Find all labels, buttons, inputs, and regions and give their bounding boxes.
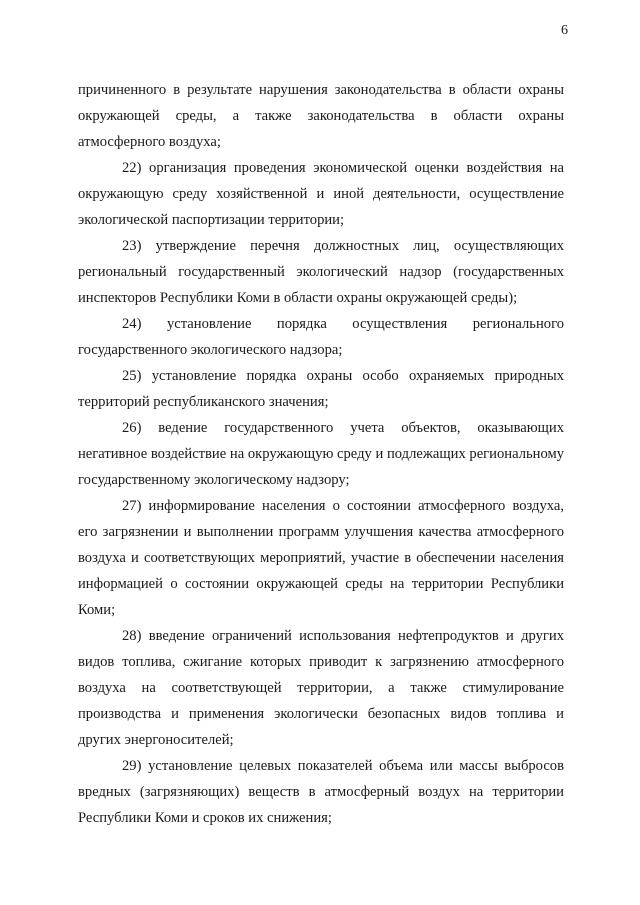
paragraph-continuation: причиненного в результате нарушения законодательства в области охраны окружающей среды, а также законодательства в области охраны атмосферного воздуха; xyxy=(78,82,564,150)
paragraph-item-22: 22) организация проведения экономической оценки воздействия на окружающую среду хозяйственной и иной деятельности, осуществление экологической паспортизации территории; xyxy=(78,160,564,228)
paragraph-item-23: 23) утверждение перечня должностных лиц, осуществляющих региональный государственный экологический надзор (государственных инспекторов Республики Коми в области охраны окружающей среды); xyxy=(78,238,564,306)
paragraph-item-25: 25) установление порядка охраны особо охраняемых природных территорий республиканского значения; xyxy=(78,368,564,410)
paragraph-item-27: 27) информирование населения о состоянии атмосферного воздуха, его загрязнении и выполнении программ улучшения качества атмосферного воздуха и соответствующих мероприятий, участие в обеспечении населения информацией о состоянии окружающей среды на территории Республики Коми; xyxy=(78,498,564,618)
paragraph-item-29: 29) установление целевых показателей объема или массы выбросов вредных (загрязняющих) веществ в атмосферный воздух на территории Республики Коми и сроков их снижения; xyxy=(78,758,564,826)
page-number: 6 xyxy=(561,23,568,38)
paragraph-item-24: 24) установление порядка осуществления регионального государственного экологического надзора; xyxy=(78,316,564,358)
paragraph-item-28: 28) введение ограничений использования нефтепродуктов и других видов топлива, сжигание которых приводит к загрязнению атмосферного воздуха на соответствующей территории, а также стимулирование производства и применения экологически безопасных видов топлива и других энергоносителей; xyxy=(78,628,564,748)
paragraph-item-26: 26) ведение государственного учета объектов, оказывающих негативное воздействие на окружающую среду и подлежащих региональному государственному экологическому надзору; xyxy=(78,420,564,488)
document-body xyxy=(78,77,564,831)
